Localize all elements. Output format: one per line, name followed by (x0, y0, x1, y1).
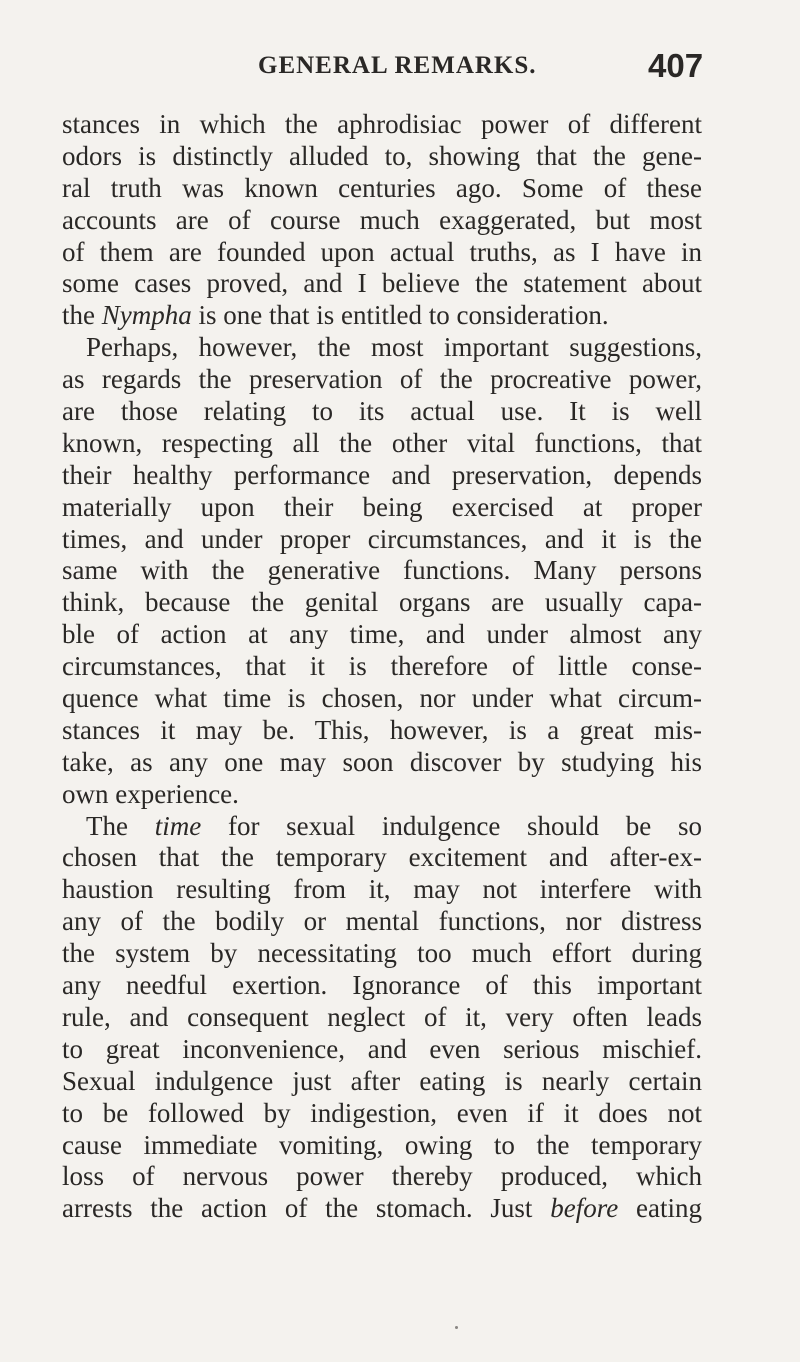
text-segment: known, respecting all the other vital functions, that (62, 427, 702, 458)
text-segment: loss of nervous power thereby produced, which (62, 1161, 702, 1192)
text-segment: Perhaps, however, the most important suggestions, (86, 332, 702, 363)
text-line (62, 938, 702, 970)
text-segment: the system by necessitating too much effort during (62, 938, 702, 969)
text-segment: as regards the preservation of the procreative power, (62, 364, 702, 395)
text-segment: is one that is entitled to consideration. (191, 300, 609, 331)
text-segment: rule, and consequent neglect of it, very often leads (62, 1001, 702, 1032)
text-line (62, 842, 702, 874)
text-line (62, 970, 702, 1002)
text-line (62, 587, 702, 619)
text-segment: times, and under proper circumstances, and it is the (62, 523, 702, 554)
text-segment: cause immediate vomiting, owing to the temporary (62, 1129, 702, 1160)
text-segment: to great inconvenience, and even serious mischief. (62, 1033, 702, 1064)
text-segment: any needful exertion. Ignorance of this important (62, 970, 702, 1001)
text-line (62, 1193, 702, 1225)
text-line (62, 205, 702, 237)
text-segment: the (62, 300, 102, 331)
text-line (62, 524, 702, 556)
text-line (62, 332, 702, 364)
text-segment: stances it may be. This, however, is a great mis- (62, 714, 702, 745)
text-segment: quence what time is chosen, nor under what circum- (62, 683, 702, 714)
text-line (62, 906, 702, 938)
text-line (62, 428, 702, 460)
text-line (62, 364, 702, 396)
text-line (62, 811, 702, 843)
text-line (62, 651, 702, 683)
text-line (62, 141, 702, 173)
text-segment: The (86, 810, 155, 841)
italic-text: Nympha (101, 300, 192, 331)
text-segment: same with the generative functions. Many persons (62, 555, 702, 586)
text-segment: stances in which the aphrodisiac power of different (62, 109, 702, 139)
text-line (62, 683, 702, 715)
text-line (62, 396, 702, 428)
body-text (62, 109, 702, 1225)
italic-text: time (154, 810, 202, 841)
text-line (62, 1002, 702, 1034)
text-segment: take, as any one may soon discover by studying his (62, 746, 702, 777)
text-line (62, 492, 702, 524)
text-line (62, 109, 702, 141)
text-segment: circumstances, that it is therefore of little conse- (62, 651, 702, 682)
text-segment: own experience. (62, 778, 239, 809)
text-segment: any of the bodily or mental functions, nor distress (62, 906, 702, 937)
text-segment: some cases proved, and I believe the statement about (62, 268, 702, 299)
text-segment: materially upon their being exercised at proper (62, 491, 702, 522)
text-segment: of them are founded upon actual truths, as I have in (62, 236, 702, 267)
text-line (62, 619, 702, 651)
italic-text: before (550, 1193, 619, 1224)
paragraph-p1 (62, 109, 702, 332)
running-title: GENERAL REMARKS. (258, 52, 537, 79)
paper-speck (455, 1326, 458, 1329)
text-line (62, 1034, 702, 1066)
text-segment: think, because the genital organs are usually capa- (62, 587, 702, 618)
text-line (62, 268, 702, 300)
text-line (62, 237, 702, 269)
text-segment: odors is distinctly alluded to, showing that the gene- (62, 140, 702, 171)
text-segment: chosen that the temporary excitement and after-ex- (62, 842, 702, 873)
text-segment: arrests the action of the stomach. Just (62, 1193, 551, 1224)
text-segment: ral truth was known centuries ago. Some of these (62, 172, 702, 203)
text-line (62, 874, 702, 906)
text-segment: their healthy performance and preservation, depends (62, 459, 702, 490)
text-line (62, 715, 702, 747)
page-number: 407 (648, 47, 704, 84)
text-line (62, 555, 702, 587)
text-segment: for sexual indulgence should be so (201, 810, 702, 841)
text-segment: ble of action at any time, and under almost any (62, 619, 702, 650)
text-segment: to be followed by indigestion, even if it does not (62, 1097, 702, 1128)
text-line (62, 1098, 702, 1130)
text-segment: accounts are of course much exaggerated, but most (62, 204, 702, 235)
text-line (62, 1161, 702, 1193)
text-line (62, 300, 702, 332)
text-line (62, 779, 702, 811)
text-line (62, 747, 702, 779)
text-line (62, 173, 702, 205)
text-segment: eating (618, 1193, 702, 1224)
text-segment: are those relating to its actual use. It is well (62, 396, 702, 427)
paragraph-p2 (62, 332, 702, 810)
text-segment: Sexual indulgence just after eating is nearly certain (62, 1065, 702, 1096)
text-line (62, 1066, 702, 1098)
text-segment: haustion resulting from it, may not interfere with (62, 874, 702, 905)
text-line (62, 1130, 702, 1162)
text-line (62, 460, 702, 492)
page-header (0, 46, 800, 86)
paragraph-p3 (62, 811, 702, 1226)
